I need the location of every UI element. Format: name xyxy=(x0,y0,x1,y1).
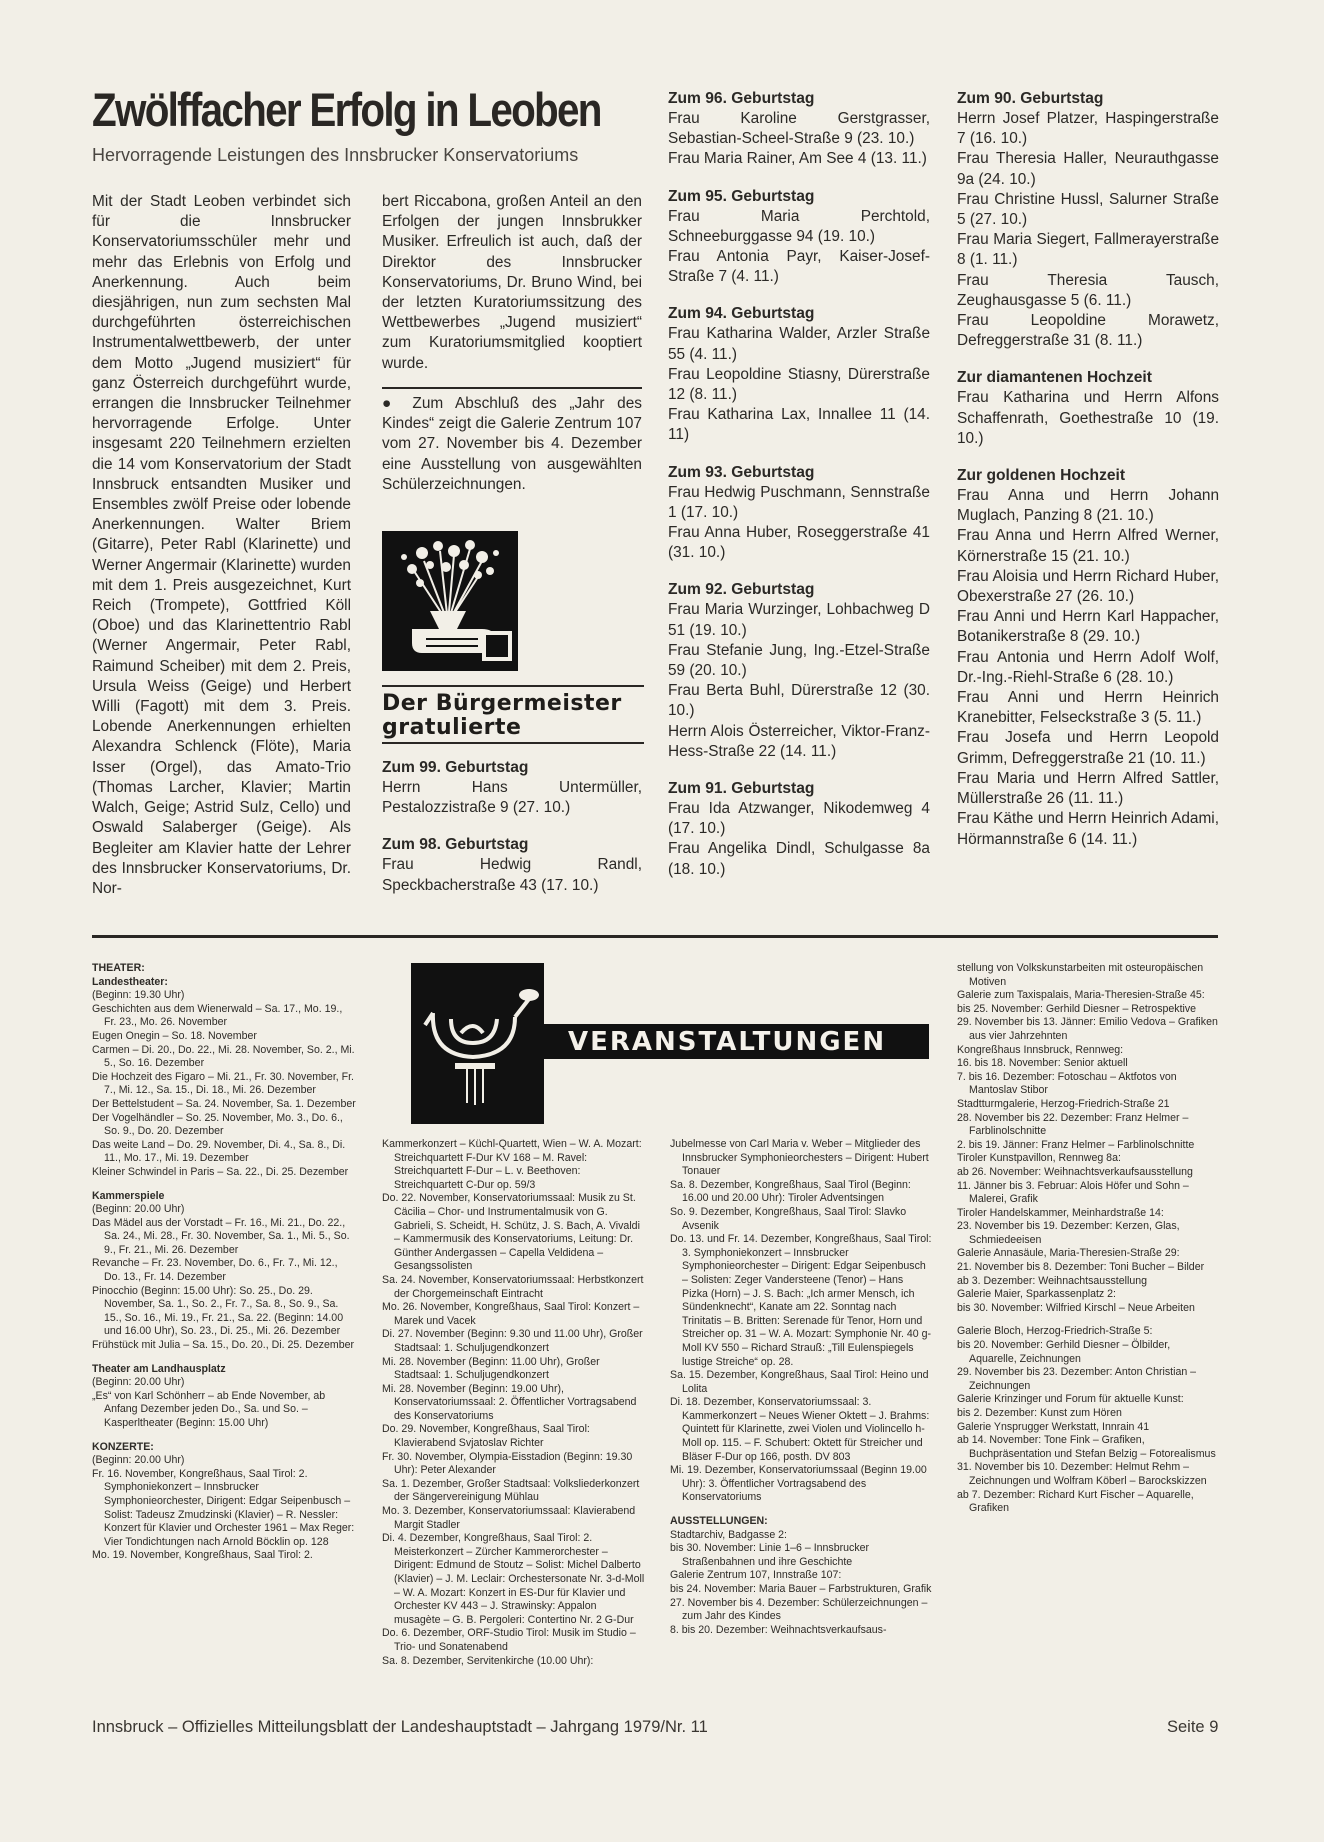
posthorn-logo-icon xyxy=(411,963,544,1124)
event-entry: Mi. 28. November (Beginn: 11.00 Uhr), Großer Stadtsaal: 1. Schuljugendkonzert xyxy=(382,1355,600,1382)
footer-publication: Innsbruck – Offizielles Mitteilungsblatt der Landeshauptstadt – Jahrgang 1979/Nr. 11 xyxy=(92,1718,708,1736)
congratulation-entry: Herrn Josef Platzer, Haspingerstraße 7 (16. 10.) xyxy=(957,110,1219,148)
event-entry: Do. 22. November, Konservatoriumssaal: Musik zu St. Cäcilia – Chor- und Instrumentalmusik von G. Gabrieli, S. Scheidt, H. Schütz, J. S. Bach, A. Vivaldi – Kammermusik des Konservatoriums, Leitung: Dr. Günther Andergassen – Capella Veldidena – Gesangssolisten xyxy=(382,1192,640,1273)
event-entry: Mo. 19. November, Kongreßhaus, Saal Tirol: 2. xyxy=(92,1549,313,1562)
event-entry: Tiroler Handelskammer, Meinhardstraße 14: xyxy=(957,1206,1164,1219)
event-entry: 31. November bis 10. Dezember: Helmut Rehm – Zeichnungen und Wolfram Köberl – Barockskizzen xyxy=(957,1461,1207,1487)
event-entry: Fr. 16. November, Kongreßhaus, Saal Tirol: 2. Symphoniekonzert – Innsbrucker Symphonieorchester, Dirigent: Edgar Seipenbusch – Solist: Tadeusz Zmudzinski (Klavier) – R. Nessler: Konzert für Klavier und Orchester 1961 – Max Reger: Vier Tondichtungen nach Arnold Böcklin op. 128 xyxy=(92,1467,355,1548)
event-entry: Galerie zum Taxispalais, Maria-Theresien-Straße 45: xyxy=(957,989,1205,1002)
event-entry: bis 24. November: Maria Bauer – Farbstrukturen, Grafik xyxy=(670,1583,932,1595)
congratulation-group xyxy=(668,462,930,564)
event-entry: Die Hochzeit des Figaro – Mi. 21., Fr. 30. November, Fr. 7., Mi. 12., Sa. 15., Di. 18., Mi. 26. Dezember xyxy=(92,1070,355,1097)
event-entry: Mi. 19. Dezember, Konservatoriumssaal (Beginn 19.00 Uhr): 3. Öffentlicher Vortragsabend des Konservatoriums xyxy=(670,1464,927,1504)
group-heading: Zur goldenen Hochzeit xyxy=(957,467,1126,485)
congratulation-entry: Frau Aloisia und Herrn Richard Huber, Obexerstraße 27 (26. 10.) xyxy=(957,567,1219,606)
event-entry: (Beginn: 19.30 Uhr) xyxy=(92,989,185,1002)
event-entry: Galerie Zentrum 107, Innstraße 107: xyxy=(670,1569,842,1582)
event-entry: 23. November bis 19. Dezember: Kerzen, Glas, Schmiedeeisen xyxy=(957,1220,1180,1246)
congratulation-entry: Frau Stefanie Jung, Ing.-Etzel-Straße 59 (20. 10.) xyxy=(668,641,930,680)
article-text-1: Mit der Stadt Leoben verbindet sich für die Innsbrucker Konservatoriumsschüler mehr und mehr das Erlebnis von Erfolg und Anerkennung. Auch beim diesjährigen, nun zum sechsten Mal durchgeführten österreichischen Instrumentalwettbewerb, der unter dem Motto „Jugend musiziert“ für ganz Österreich durchgeführt wurde, errangen die Innsbrucker Teilnehmer hervorragende Erfolge. Unter insgesamt 220 Teilnehmern erzielten die 14 vom Konservatorium der Stadt Innsbruck entsandten Musiker und Ensembles zwölf Preise oder lobende Anerkennungen. Walter Briem (Gitarre), Peter Rabl (Klarinette) und Werner Angermair (Klarinette) wurden mit dem 1. Preis ausgezeichnet, Kurt Reich (Trompete), Gottfried Köll (Oboe) und das Klarinettentrio Rabl (Werner Angermair, Peter Rabl, Raimund Scheiber) mit dem 2. Preis, Ursula Weiss (Geige) und Herbert Willi (Fagott) mit dem 3. Preis. Lobende Anerkennungen erhielten Alexandra Schlenck (Flöte), Maria Isser (Orgel), das Amato-Trio (Thomas Larcher, Klavier; Martin Walch, Geige; Astrid Sulz, Cello) und Oswald Salaberger (Geige). Als Begleiter am Klavier hatte der Lehrer des Innsbrucker Konservatoriums, Dr. Nor- xyxy=(92,193,351,897)
event-entry: 21. November bis 8. Dezember: Toni Bucher – Bilder xyxy=(957,1261,1205,1274)
event-entry: ab 3. Dezember: Weihnachtsausstellung xyxy=(957,1274,1148,1287)
congratulation-entry: Frau Berta Buhl, Dürerstraße 12 (30. 10.) xyxy=(668,682,930,720)
event-entry: Carmen – Di. 20., Do. 22., Mi. 28. November, So. 2., Mi. 5., So. 16. Dezember xyxy=(92,1043,355,1070)
spacer xyxy=(670,1505,932,1515)
group-heading: Zum 95. Geburtstag xyxy=(668,187,815,205)
event-entry: Kongreßhaus Innsbruck, Rennweg: xyxy=(957,1043,1124,1056)
mayor-heading-line-2: gratulierte xyxy=(382,715,522,740)
event-entry: Di. 4. Dezember, Kongreßhaus, Saal Tirol: 2. Meisterkonzert – Zürcher Kammerorchester – Dirigent: Edmund de Stoutz – Solist: Michel Dalberto (Klavier) – J. M. Leclair: Orchestersonate Nr. 3-d-Moll – W. A. Mozart: Konzert in ES-Dur für Klavier und Orchester KV 443 – J. Strawinsky: Appalon musagète – G. B. Pergoleri: Contertino Nr. 2 G-Dur xyxy=(382,1532,645,1626)
congratulation-entry: Frau Theresia Tausch, Zeughausgasse 5 (6. 11.) xyxy=(957,271,1219,309)
group-heading: Zum 96. Geburtstag xyxy=(668,90,815,107)
event-entry: Der Bettelstudent – Sa. 24. November, Sa. 1. Dezember xyxy=(92,1097,356,1110)
event-entry: (Beginn: 20.00 Uhr) xyxy=(92,1203,185,1216)
congratulation-group xyxy=(668,778,930,880)
group-heading: Zur diamantenen Hochzeit xyxy=(957,369,1152,387)
spacer xyxy=(92,1431,356,1441)
event-entry: Frühstück mit Julia – Sa. 15., Do. 20., Di. 25. Dezember xyxy=(92,1339,355,1352)
events-section-heading: Landestheater: xyxy=(92,975,168,988)
events-section-heading: Kammerspiele xyxy=(92,1189,165,1202)
event-entry: Sa. 15. Dezember, Kongreßhaus, Saal Tirol: Heino und Lolita xyxy=(670,1369,929,1395)
event-entry: Mo. 3. Dezember, Konservatoriumssaal: Klavierabend Margit Stadler xyxy=(382,1505,636,1531)
group-heading: Zum 92. Geburtstag xyxy=(668,581,815,599)
congratulation-group xyxy=(957,88,1219,351)
congratulation-group xyxy=(668,579,930,762)
event-entry: (Beginn: 20.00 Uhr) xyxy=(92,1454,185,1467)
congratulation-entry: Frau Antonia Payr, Kaiser-Josef-Straße 7 (4. 11.) xyxy=(668,248,930,286)
event-entry: 16. bis 18. November: Senior aktuell xyxy=(957,1057,1128,1070)
events-column-2 xyxy=(382,1138,646,1668)
event-entry: 27. November bis 4. Dezember: Schülerzeichnungen – zum Jahr des Kindes xyxy=(670,1596,928,1623)
congratulation-group xyxy=(668,186,930,288)
event-entry: Kleiner Schwindel in Paris – Sa. 22., Di. 25. Dezember xyxy=(92,1165,349,1178)
mayor-column-a xyxy=(382,757,642,912)
group-heading: Zum 94. Geburtstag xyxy=(668,305,815,323)
event-entry: ab 14. November: Tone Fink – Grafiken, Buchpräsentation und Stefan Belzig – Fotorealismus xyxy=(957,1434,1216,1460)
mayor-heading-line-1: Der Bürgermeister xyxy=(382,691,622,716)
events-banner-label: VERANSTALTUNGEN xyxy=(568,1027,887,1057)
congratulation-entry: Frau Maria Siegert, Fallmerayerstraße 8 (1. 11.) xyxy=(957,231,1219,269)
congratulation-entry: Frau Maria Rainer, Am See 4 (13. 11.) xyxy=(668,150,927,168)
events-section-heading: THEATER: xyxy=(92,962,145,974)
event-entry: 28. November bis 22. Dezember: Franz Helmer – Farblinolschnitte xyxy=(957,1111,1189,1138)
event-entry: Sa. 1. Dezember, Großer Stadtsaal: Volksliederkonzert der Sängervereinigung Mühlau xyxy=(382,1477,640,1504)
event-entry: Di. 27. November (Beginn: 9.30 und 11.00 Uhr), Großer Stadtsaal: 1. Schuljugendkonzert xyxy=(382,1328,643,1354)
congratulation-entry: Frau Käthe und Herrn Heinrich Adami, Hörmannstraße 6 (14. 11.) xyxy=(957,810,1219,848)
congratulation-entry: Frau Hedwig Puschmann, Sennstraße 1 (17. 10.) xyxy=(668,483,930,521)
exhibition-notice xyxy=(382,394,642,495)
event-entry: Galerie Annasäule, Maria-Theresien-Straße 29: xyxy=(957,1247,1180,1260)
event-entry: So. 9. Dezember, Kongreßhaus, Saal Tirol: Slavko Avsenik xyxy=(670,1205,907,1232)
congratulation-entry: Frau Anna und Herrn Johann Muglach, Panzing 8 (21. 10.) xyxy=(957,487,1219,525)
events-section-heading: AUSSTELLUNGEN: xyxy=(670,1515,768,1528)
bouquet-hand-icon xyxy=(382,531,518,671)
section-divider xyxy=(92,935,1218,938)
event-entry: Galerie Maier, Sparkassenplatz 2: xyxy=(957,1288,1116,1301)
congratulation-group xyxy=(382,757,642,818)
event-entry: 8. bis 20. Dezember: Weihnachtsverkaufsaus- xyxy=(670,1623,887,1636)
divider xyxy=(382,387,642,389)
congratulation-entry: Frau Anni und Herrn Heinrich Kranebitter, Felseckstraße 3 (5. 11.) xyxy=(957,689,1219,727)
event-entry: Geschichten aus dem Wienerwald – Sa. 17., Mo. 19., Fr. 23., Mo. 26. November xyxy=(92,1002,343,1029)
events-column-1 xyxy=(92,962,356,1563)
events-column-3 xyxy=(670,1138,932,1637)
congratulation-entry: Herrn Hans Untermüller, Pestalozzistraße 9 (27. 10.) xyxy=(382,779,642,817)
events-section-heading: KONZERTE: xyxy=(92,1440,154,1453)
event-entry: Das weite Land – Do. 29. November, Di. 4., Sa. 8., Di. 11., Mo. 17., Mi. 19. Dezember xyxy=(92,1138,346,1165)
congratulation-entry: Frau Anna und Herrn Alfred Werner, Körnerstraße 15 (21. 10.) xyxy=(957,527,1219,565)
group-heading: Zum 91. Geburtstag xyxy=(668,780,815,798)
congratulation-entry: Frau Anni und Herrn Karl Happacher, Botanikerstraße 8 (29. 10.) xyxy=(957,608,1219,646)
event-entry: Sa. 24. November, Konservatoriumssaal: Herbstkonzert der Chorgemeinschaft Eintracht xyxy=(382,1273,644,1300)
mayor-heading xyxy=(382,692,622,740)
event-entry: bis 20. November: Gerhild Diesner – Ölbilder, Aquarelle, Zeichnungen xyxy=(957,1339,1171,1365)
event-entry: 11. Jänner bis 3. Februar: Alois Höfer und Sohn – Malerei, Grafik xyxy=(957,1179,1189,1206)
congratulation-entry: Frau Katharina Walder, Arzler Straße 55 (4. 11.) xyxy=(668,325,930,363)
event-entry: Galerie Krinzinger und Forum für aktuelle Kunst: xyxy=(957,1393,1184,1406)
group-heading: Zum 93. Geburtstag xyxy=(668,463,815,481)
events-banner xyxy=(544,1024,929,1059)
event-entry: ab 7. Dezember: Richard Kurt Fischer – Aquarelle, Grafiken xyxy=(957,1488,1194,1515)
spacer xyxy=(92,1353,356,1363)
congratulation-group xyxy=(382,834,642,895)
congratulation-entry: Frau Katharina Lax, Innallee 11 (14. 11) xyxy=(668,406,930,444)
congratulation-entry: Frau Karoline Gerstgrasser, Sebastian-Scheel-Straße 9 (23. 10.) xyxy=(668,110,930,148)
congratulation-entry: Frau Maria Perchtold, Schneeburggasse 94 (19. 10.) xyxy=(668,207,930,245)
congratulation-entry: Frau Christine Hussl, Salurner Straße 5 (27. 10.) xyxy=(957,190,1219,229)
event-entry: ab 26. November: Weihnachtsverkaufsausstellung xyxy=(957,1165,1193,1178)
group-heading: Zum 99. Geburtstag xyxy=(382,759,529,776)
congratulation-entry: Frau Leopoldine Morawetz, Defreggerstraße 31 (8. 11.) xyxy=(957,312,1219,350)
congratulation-entry: Frau Katharina und Herrn Alfons Schaffenrath, Goethestraße 10 (19. 10.) xyxy=(957,389,1219,447)
congratulation-entry: Frau Angelika Dindl, Schulgasse 8a (18. 10.) xyxy=(668,840,930,878)
congratulation-group xyxy=(957,465,1219,850)
divider xyxy=(382,742,644,744)
event-entry: 29. November bis 13. Jänner: Emilio Vedova – Grafiken aus vier Jahrzehnten xyxy=(957,1016,1218,1042)
congratulation-entry: Frau Josefa und Herrn Leopold Grimm, Defreggerstraße 21 (10. 11.) xyxy=(957,729,1219,767)
events-column-4 xyxy=(957,962,1219,1516)
events-section-heading: Theater am Landhausplatz xyxy=(92,1362,226,1375)
spacer xyxy=(957,1315,1219,1325)
congratulation-entry: Frau Theresia Haller, Neurauthgasse 9a (24. 10.) xyxy=(957,150,1219,188)
event-entry: Das Mädel aus der Vorstadt – Fr. 16., Mi. 21., Do. 22., Sa. 24., Mi. 28., Fr. 30. November, Sa. 1., Mi. 5., So. 9., Fr. 21., Mi. 26. Dezember xyxy=(92,1216,350,1256)
mayor-column-b xyxy=(668,88,930,896)
event-entry: „Es“ von Karl Schönherr – ab Ende November, ab Anfang Dezember jeden Do., Sa. und So. – Kasperltheater (Beginn: 15.00 Uhr) xyxy=(92,1389,326,1429)
article-column-1 xyxy=(92,192,351,899)
congratulation-entry: Frau Ida Atzwanger, Nikodemweg 4 (17. 10.) xyxy=(668,800,930,838)
event-entry: Galerie Bloch, Herzog-Friedrich-Straße 5: xyxy=(957,1325,1153,1338)
event-entry: Pinocchio (Beginn: 15.00 Uhr): So. 25., Do. 29. November, Sa. 1., So. 2., Fr. 7., Sa. 8., So. 9., Sa. 15., So. 16., Mi. 19., Fr. 21., Sa. 22. (Beginn: 14.00 und 16.00 Uhr), So. 23., Di. 25., Mi. 26. Dezember xyxy=(92,1284,344,1338)
event-entry: Di. 18. Dezember, Konservatoriumssaal: 3. Kammerkonzert – Neues Wiener Oktett – J. Brahms: Quintett für Klarinette, zwei Violen und Violincello h-Moll op. 115. – F. Schubert: Oktett für Streicher und Bläser F-Dur op 166, posth. DV 803 xyxy=(670,1396,930,1463)
event-entry: Do. 13. und Fr. 14. Dezember, Kongreßhaus, Saal Tirol: 3. Symphoniekonzert – Innsbrucker Symphonieorchester – Dirigent: Edgar Seipenbusch – Solisten: Zeger Vandersteene (Tenor) – Hans Pizka (Horn) – J. S. Bach: „Ich armer Mensch, ich Sündenknecht“, Kanate am 22. Sonntag nach Trinitatis – B. Britten: Serenade für Tenor, Horn und Streicher op. 31 – W. A. Mozart: Symphonie Nr. 40 g-Moll KV 550 – Richard Strauß: „Till Eulenspiegels lustige Streiche“ op. 28. xyxy=(670,1233,932,1368)
event-entry: Mo. 26. November, Kongreßhaus, Saal Tirol: Konzert – Marek und Vacek xyxy=(382,1301,640,1327)
event-entry: 2. bis 19. Jänner: Franz Helmer – Farblinolschnitte xyxy=(957,1138,1195,1151)
event-entry: 7. bis 16. Dezember: Fotoschau – Aktfotos von Mantoslav Stibor xyxy=(957,1070,1177,1097)
event-entry: Sa. 8. Dezember, Kongreßhaus, Saal Tirol (Beginn: 16.00 und 20.00 Uhr): Tiroler Adventsingen xyxy=(670,1178,911,1205)
event-entry: Galerie Ynsprugger Werkstatt, Innrain 41 xyxy=(957,1420,1150,1433)
congratulation-entry: Frau Maria und Herrn Alfred Sattler, Müllerstraße 26 (11. 11.) xyxy=(957,769,1219,808)
event-entry: bis 25. November: Gerhild Diesner – Retrospektive xyxy=(957,1002,1197,1015)
event-entry: Sa. 8. Dezember, Servitenkirche (10.00 Uhr): xyxy=(382,1654,594,1667)
event-entry: Eugen Onegin – So. 18. November xyxy=(92,1029,257,1042)
congratulation-group xyxy=(668,303,930,445)
event-entry: Der Vogelhändler – So. 25. November, Mo. 3., Do. 6., So. 9., Do. 20. Dezember xyxy=(92,1111,343,1138)
congratulation-group xyxy=(957,367,1219,449)
divider xyxy=(382,685,644,687)
event-entry: (Beginn: 20.00 Uhr) xyxy=(92,1376,185,1389)
event-entry: Fr. 30. November, Olympia-Eisstadion (Beginn: 19.30 Uhr): Peter Alexander xyxy=(382,1450,633,1477)
article-text-2: bert Riccabona, großen Anteil an den Erfolgen der jungen Innsbrukker Musiker. Erfreulich ist auch, daß der Direktor des Innsbrucker Konservatoriums, Dr. Bruno Wind, bei der letzten Kuratoriumssitzung des Wettbewerbes „Jugend musiziert“ zum Kuratoriumsmitglied kooptiert wurde. xyxy=(382,193,642,372)
event-entry: Do. 6. Dezember, ORF-Studio Tirol: Musik im Studio – Trio- und Sonatenabend xyxy=(382,1627,636,1653)
mayor-column-c xyxy=(957,88,1219,866)
congratulation-entry: Frau Hedwig Randl, Speckbacherstraße 43 (17. 10.) xyxy=(382,856,642,894)
event-entry: Mi. 28. November (Beginn: 19.00 Uhr), Konservatoriumssaal: 2. Öffentlicher Vortragsabend des Konservatoriums xyxy=(382,1382,637,1422)
event-entry: Jubelmesse von Carl Maria v. Weber – Mitglieder des Innsbrucker Symphonieorchesters – Dirigent: Hubert Tonauer xyxy=(670,1138,929,1178)
event-entry: Stadtturmgalerie, Herzog-Friedrich-Straße 21 xyxy=(957,1097,1170,1110)
notice-text: ● Zum Abschluß des „Jahr des Kindes“ zeigt die Galerie Zentrum 107 vom 27. November bis 4. Dezember eine Ausstellung von ausgewählten Schülerzeichnungen. xyxy=(382,395,642,493)
congratulation-group xyxy=(668,88,930,170)
page-number: Seite 9 xyxy=(1167,1718,1219,1736)
event-entry: Kammerkonzert – Küchl-Quartett, Wien – W. A. Mozart: Streichquartett F-Dur KV 168 – M. Ravel: Streichquartett F-Dur – L. v. Beethoven: Streichquartett C-Dur op. 59/3 xyxy=(382,1138,642,1191)
event-entry: bis 30. November: Wilfried Kirschl – Neue Arbeiten xyxy=(957,1301,1195,1314)
congratulation-entry: Frau Maria Wurzinger, Lohbachweg D 51 (19. 10.) xyxy=(668,601,930,639)
event-entry: Do. 29. November, Kongreßhaus, Saal Tirol: Klavierabend Svjatoslav Richter xyxy=(382,1423,590,1450)
event-entry: stellung von Volkskunstarbeiten mit osteuropäischen Motiven xyxy=(957,962,1204,988)
event-entry: Stadtarchiv, Badgasse 2: xyxy=(670,1528,787,1541)
event-entry: bis 2. Dezember: Kunst zum Hören xyxy=(957,1407,1122,1419)
article-subheadline: Hervorragende Leistungen des Innsbrucker Konservatoriums xyxy=(92,145,579,165)
event-entry: Tiroler Kunstpavillon, Rennweg 8a: xyxy=(957,1152,1121,1165)
article-column-2 xyxy=(382,192,642,374)
event-entry: 29. November bis 23. Dezember: Anton Christian – Zeichnungen xyxy=(957,1366,1197,1392)
event-entry: bis 30. November: Linie 1–6 – Innsbrucker Straßenbahnen und ihre Geschichte xyxy=(670,1542,870,1568)
group-heading: Zum 90. Geburtstag xyxy=(957,90,1104,107)
congratulation-entry: Frau Anna Huber, Roseggerstraße 41 (31. 10.) xyxy=(668,524,930,562)
congratulation-entry: Frau Leopoldine Stiasny, Dürerstraße 12 (8. 11.) xyxy=(668,365,930,404)
congratulation-entry: Frau Antonia und Herrn Adolf Wolf, Dr.-Ing.-Riehl-Straße 6 (28. 10.) xyxy=(957,648,1219,686)
event-entry: Revanche – Fr. 23. November, Do. 6., Fr. 7., Mi. 12., Do. 13., Fr. 14. Dezember xyxy=(92,1257,338,1284)
spacer xyxy=(92,1180,356,1190)
article-headline: Zwölffacher Erfolg in Leoben xyxy=(92,83,601,136)
congratulation-entry: Herrn Alois Österreicher, Viktor-Franz-Hess-Straße 22 (14. 11.) xyxy=(668,722,930,760)
group-heading: Zum 98. Geburtstag xyxy=(382,836,529,854)
